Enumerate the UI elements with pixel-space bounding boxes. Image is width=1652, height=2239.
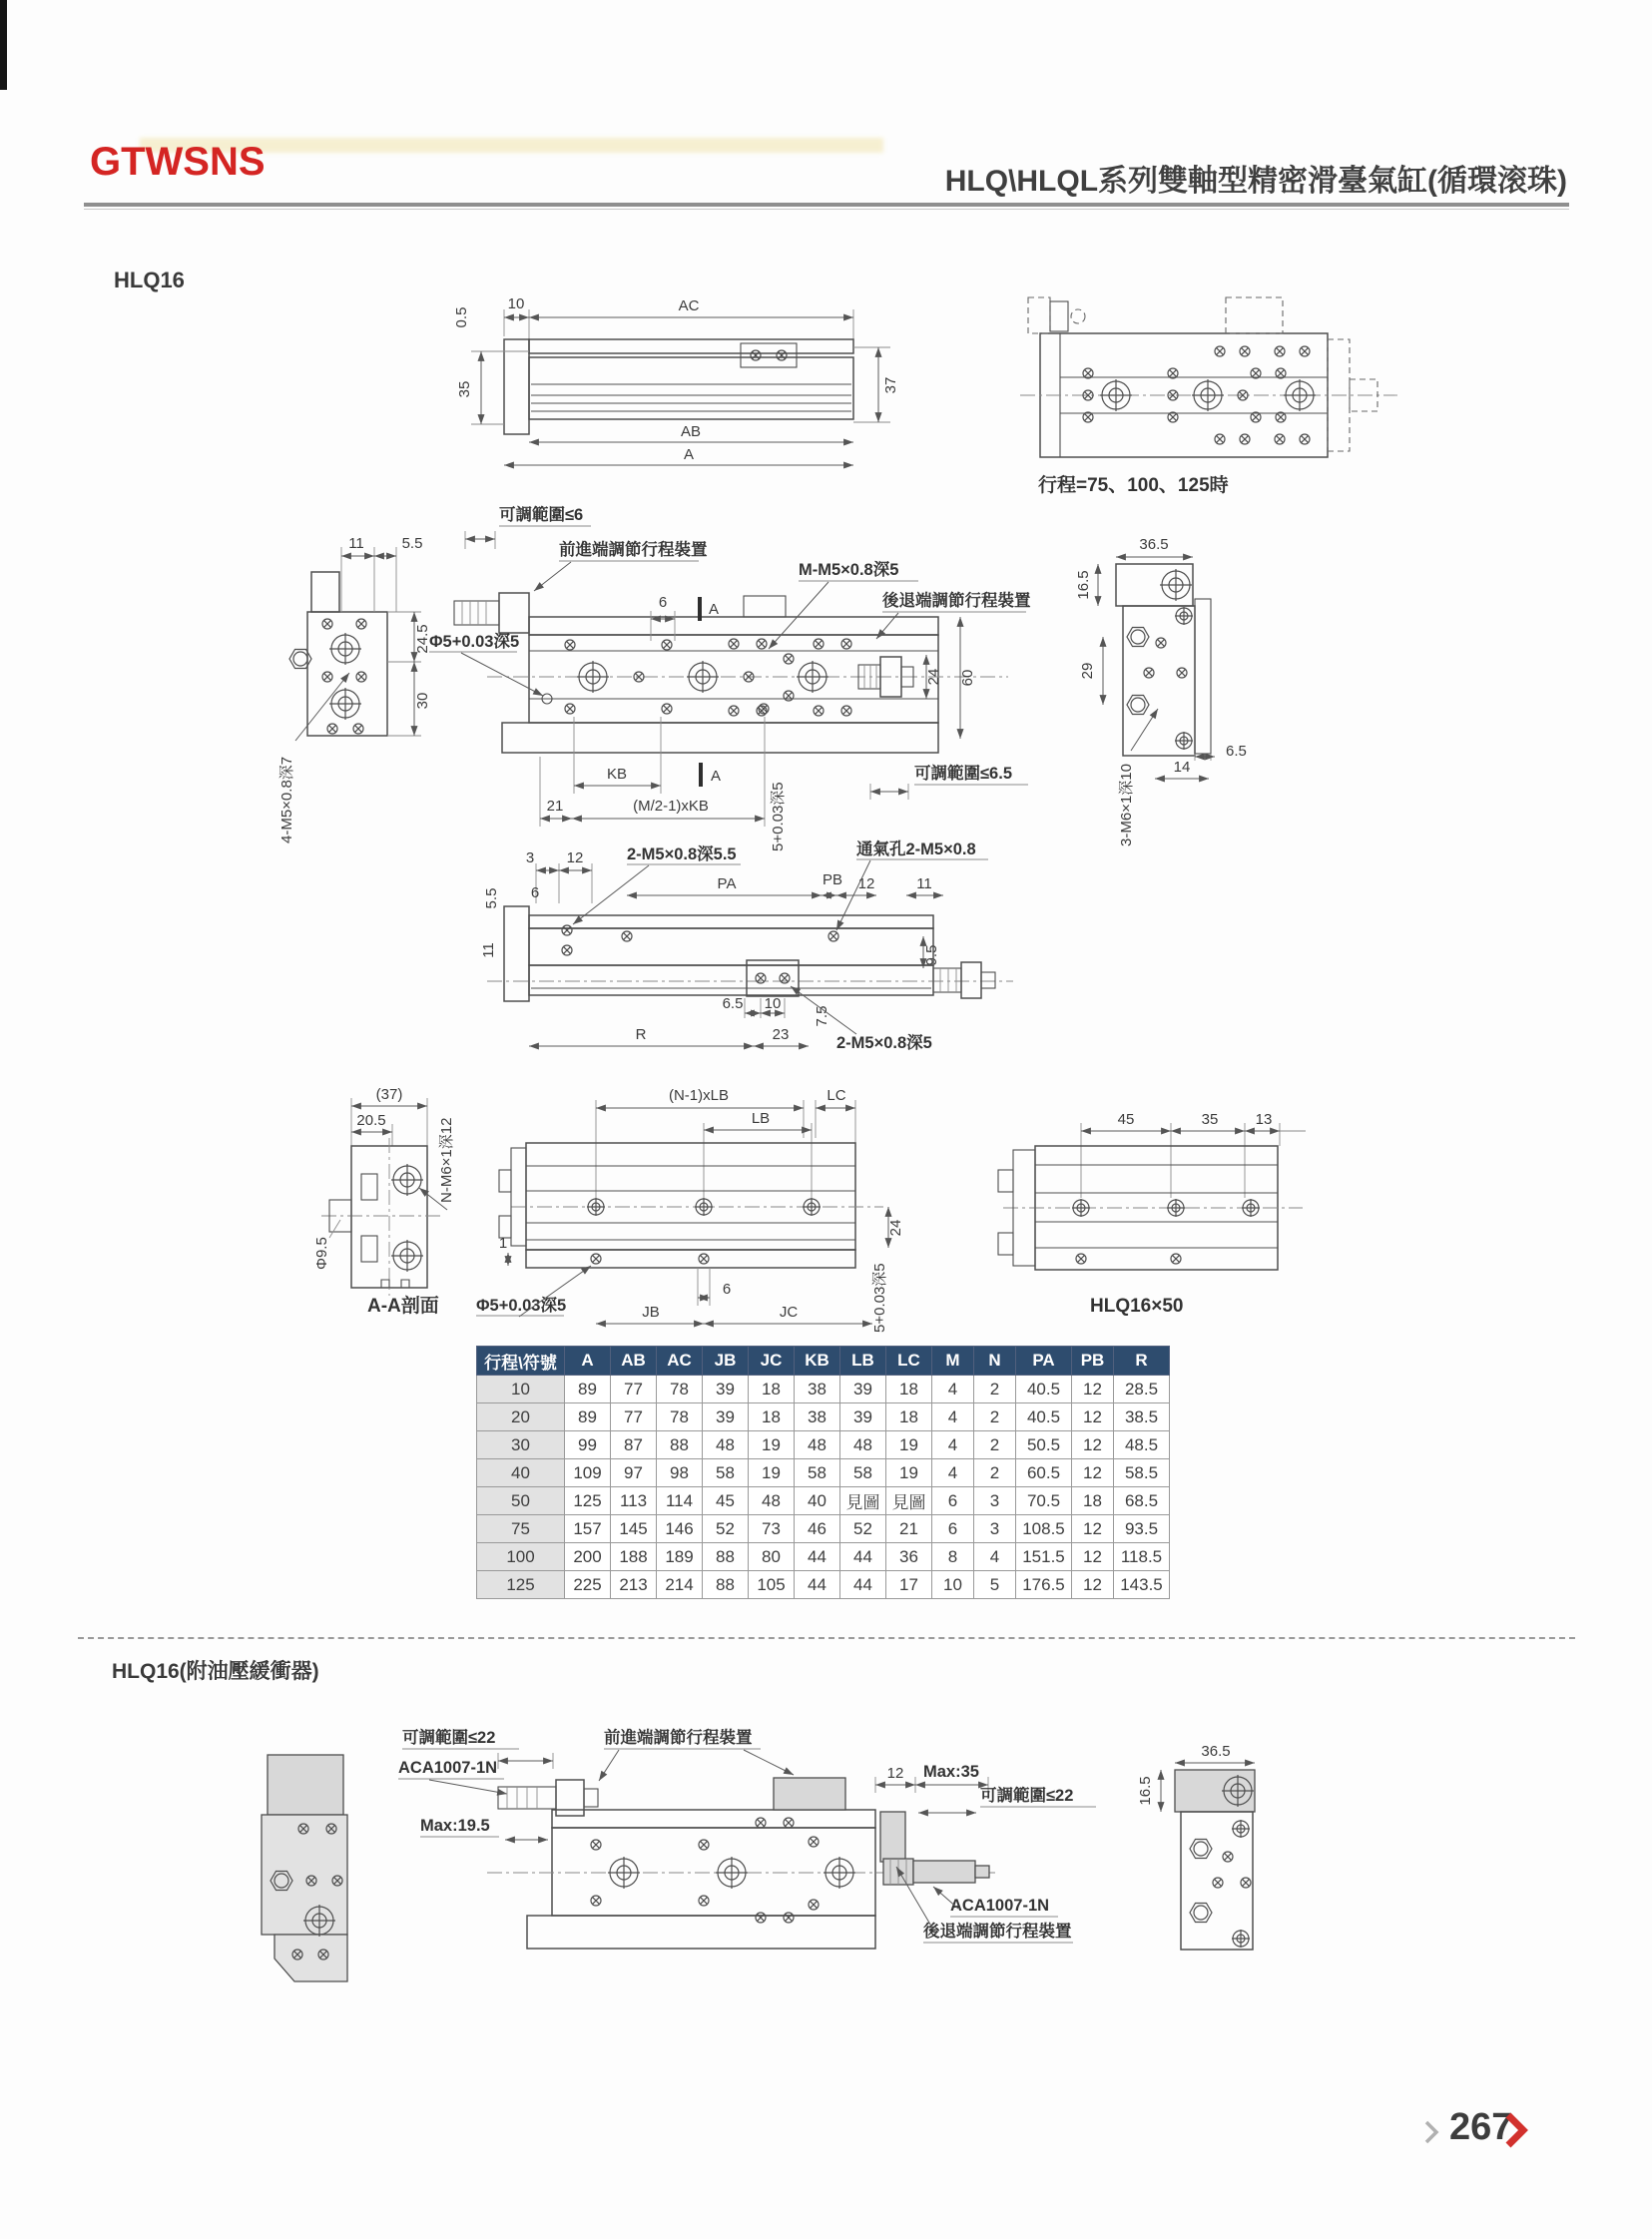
dim-label: 35: [456, 380, 473, 398]
table-cell: 38.5: [1114, 1403, 1170, 1431]
table-header-cell: JB: [703, 1347, 749, 1376]
annotation: 後退端調節行程裝置: [923, 1923, 1072, 1941]
table-cell: 88: [703, 1571, 749, 1599]
annotation: 後退端調節行程裝置: [882, 592, 1031, 610]
table-cell: 38: [795, 1376, 840, 1403]
table-header-cell: KB: [795, 1347, 840, 1376]
dim-label: JC: [779, 1304, 799, 1321]
annotation: 2-M5×0.8深5: [836, 1034, 932, 1052]
dim-label: 20.5: [356, 1112, 386, 1129]
table-cell: 45: [703, 1487, 749, 1515]
table-cell: 3: [974, 1487, 1016, 1515]
dim-label: 30: [414, 692, 431, 710]
table-header-cell: N: [974, 1347, 1016, 1376]
drawing-top-side-view: [299, 260, 938, 494]
dim-label: A: [683, 446, 695, 463]
thread-note: 4-M5×0.8深7: [278, 756, 295, 843]
dim-label: 3: [525, 849, 535, 866]
table-cell: 105: [749, 1571, 795, 1599]
table-cell: 28.5: [1114, 1376, 1170, 1403]
table-cell: 12: [1072, 1515, 1114, 1543]
table-header-cell: PA: [1016, 1347, 1072, 1376]
dim-label: 24: [887, 1219, 904, 1237]
annotation: ACA1007-1N: [950, 1897, 1050, 1915]
dim-label: 6: [530, 884, 540, 901]
table-header-cell: M: [932, 1347, 974, 1376]
dim-label: 11: [480, 942, 497, 958]
drawing-section-aa: [240, 1078, 499, 1323]
table-cell: 4: [932, 1403, 974, 1431]
table-cell: 50.5: [1016, 1431, 1072, 1459]
drawing-caption: HLQ16×50: [1090, 1296, 1184, 1317]
table-cell: 44: [795, 1543, 840, 1571]
scan-edge-artifact: [0, 0, 7, 90]
table-cell: 58: [840, 1459, 886, 1487]
table-row: [477, 1431, 1170, 1459]
annotation: M-M5×0.8深5: [799, 561, 899, 579]
dim-label: 10: [507, 295, 525, 312]
dim-label: 11: [348, 535, 364, 552]
table-cell: 36: [886, 1543, 932, 1571]
table-header-cell: 行程\符號: [477, 1347, 565, 1376]
dim-label: 24.5: [414, 624, 431, 654]
dim-label: 60: [959, 669, 976, 687]
dim-label: Φ9.5: [313, 1237, 330, 1270]
table-cell: 60.5: [1016, 1459, 1072, 1487]
table-cell: 97: [611, 1459, 657, 1487]
table-cell: 見圖: [886, 1487, 932, 1515]
table-cell: 4: [932, 1459, 974, 1487]
table-row: [477, 1543, 1170, 1571]
annotation: Max:35: [923, 1763, 979, 1781]
table-cell: 157: [565, 1515, 611, 1543]
table-cell: 19: [886, 1431, 932, 1459]
table-cell: 58: [795, 1459, 840, 1487]
table-cell: 68.5: [1114, 1487, 1170, 1515]
table-cell: 114: [657, 1487, 703, 1515]
table-row: [477, 1459, 1170, 1487]
dim-label: 9.5: [923, 944, 940, 966]
table-cell: 19: [749, 1431, 795, 1459]
dim-label: (N-1)xLB: [668, 1087, 730, 1104]
dim-label: JB: [642, 1304, 660, 1321]
model-heading-buffered: HLQ16(附油壓緩衝器): [112, 1660, 319, 1683]
table-cell: 48: [795, 1431, 840, 1459]
thread-note: N-M6×1深12: [438, 1117, 455, 1203]
dim-label: 14: [1173, 759, 1191, 776]
table-header-cell: LC: [886, 1347, 932, 1376]
table-cell: 6: [932, 1515, 974, 1543]
dim-label: 16.5: [1137, 1776, 1154, 1806]
table-cell: 4: [932, 1376, 974, 1403]
dimension-table: [476, 1346, 1170, 1599]
table-cell: 46: [795, 1515, 840, 1543]
table-cell: 58.5: [1114, 1459, 1170, 1487]
table-cell: 2: [974, 1376, 1016, 1403]
table-cell: 17: [886, 1571, 932, 1599]
table-cell: 78: [657, 1376, 703, 1403]
table-header-cell: PB: [1072, 1347, 1114, 1376]
drawing-hlq16x50-view: [978, 1078, 1318, 1323]
table-header-cell: LB: [840, 1347, 886, 1376]
table-cell: 40: [477, 1459, 565, 1487]
dim-label: R: [635, 1026, 647, 1043]
table-cell: 12: [1072, 1459, 1114, 1487]
annotation: 通氣孔2-M5×0.8: [856, 840, 976, 858]
dim-label: 6: [722, 1281, 732, 1298]
drawing-shock-absorber-version: [240, 1712, 1348, 1986]
dowel-note: 5+0.03深5: [770, 782, 787, 851]
table-cell: 39: [703, 1403, 749, 1431]
table-cell: 38: [795, 1403, 840, 1431]
dim-label: PB: [822, 871, 843, 888]
table-cell: 30: [477, 1431, 565, 1459]
chevron-right-gray-icon: [1421, 2118, 1441, 2146]
table-cell: 40: [795, 1487, 840, 1515]
dim-label: 16.5: [1075, 570, 1092, 600]
table-cell: 4: [974, 1543, 1016, 1571]
dim-label: 6.5: [722, 995, 744, 1012]
annotation: 前進端調節行程裝置: [604, 1729, 753, 1747]
dim-label: 12: [857, 875, 875, 892]
table-cell: 6: [932, 1487, 974, 1515]
table-cell: 19: [749, 1459, 795, 1487]
annotation: 前進端調節行程裝置: [559, 541, 708, 559]
table-cell: 12: [1072, 1403, 1114, 1431]
dim-label: LB: [751, 1110, 771, 1127]
table-cell: 18: [886, 1376, 932, 1403]
table-cell: 39: [703, 1376, 749, 1403]
table-row: [477, 1376, 1170, 1403]
table-cell: 8: [932, 1543, 974, 1571]
dim-label: KB: [606, 766, 628, 783]
table-cell: 12: [1072, 1431, 1114, 1459]
table-cell: 214: [657, 1571, 703, 1599]
annotation: 2-M5×0.8深5.5: [627, 845, 737, 863]
drawing-caption: A-A剖面: [367, 1296, 439, 1317]
table-cell: 見圖: [840, 1487, 886, 1515]
table-row: [477, 1515, 1170, 1543]
table-cell: 89: [565, 1403, 611, 1431]
annotation: 可調範圍≤22: [402, 1729, 496, 1747]
dim-label: 11: [916, 875, 932, 892]
table-cell: 200: [565, 1543, 611, 1571]
table-header-row: [477, 1347, 1170, 1376]
table-cell: 39: [840, 1403, 886, 1431]
annotation: 可調範圍≤22: [980, 1787, 1074, 1805]
section-mark: A: [709, 601, 720, 618]
dim-label: 37: [882, 376, 899, 394]
table-cell: 77: [611, 1376, 657, 1403]
annotation: ACA1007-1N: [398, 1759, 498, 1777]
annotation: 可調範圍≤6.5: [914, 765, 1012, 783]
table-cell: 52: [703, 1515, 749, 1543]
table-cell: 75: [477, 1515, 565, 1543]
dim-label: 36.5: [1139, 536, 1169, 553]
table-cell: 143.5: [1114, 1571, 1170, 1599]
table-cell: 52: [840, 1515, 886, 1543]
page-title: HLQ\HLQL系列雙軸型精密滑臺氣缸(循環滚珠): [944, 165, 1567, 198]
dim-label: 12: [566, 849, 584, 866]
section-mark: A: [711, 768, 722, 785]
table-cell: 88: [657, 1431, 703, 1459]
table-cell: 48: [703, 1431, 749, 1459]
table-cell: 44: [795, 1571, 840, 1599]
table-cell: 10: [932, 1571, 974, 1599]
table-cell: 2: [974, 1431, 1016, 1459]
table-cell: 88: [703, 1543, 749, 1571]
thread-note: 3-M6×1深10: [1118, 764, 1135, 846]
table-cell: 18: [749, 1376, 795, 1403]
dim-label: 1: [498, 1235, 508, 1252]
table-cell: 18: [749, 1403, 795, 1431]
table-cell: 89: [565, 1376, 611, 1403]
table-cell: 188: [611, 1543, 657, 1571]
table-row: [477, 1571, 1170, 1599]
section-separator: [78, 1637, 1575, 1639]
dim-label: 21: [546, 798, 564, 815]
table-cell: 151.5: [1016, 1543, 1072, 1571]
dim-label: 24: [925, 668, 942, 686]
table-cell: 98: [657, 1459, 703, 1487]
annotation: 可調範圍≤6: [499, 506, 584, 524]
table-cell: 189: [657, 1543, 703, 1571]
table-cell: 125: [565, 1487, 611, 1515]
table-cell: 73: [749, 1515, 795, 1543]
dim-label: 13: [1255, 1111, 1273, 1128]
table-cell: 18: [886, 1403, 932, 1431]
model-heading: HLQ16: [114, 268, 185, 292]
table-cell: 12: [1072, 1376, 1114, 1403]
table-cell: 213: [611, 1571, 657, 1599]
table-cell: 10: [477, 1376, 565, 1403]
table-cell: 5: [974, 1571, 1016, 1599]
table-cell: 2: [974, 1459, 1016, 1487]
dim-label: (37): [375, 1086, 403, 1103]
table-cell: 78: [657, 1403, 703, 1431]
table-cell: 40.5: [1016, 1376, 1072, 1403]
table-cell: 39: [840, 1376, 886, 1403]
drawing-long-bottom-view: [476, 1078, 918, 1338]
table-cell: 225: [565, 1571, 611, 1599]
table-cell: 99: [565, 1431, 611, 1459]
drawing-main-side-view: [190, 494, 1397, 858]
table-cell: 87: [611, 1431, 657, 1459]
table-cell: 19: [886, 1459, 932, 1487]
table-cell: 108.5: [1016, 1515, 1072, 1543]
table-cell: 80: [749, 1543, 795, 1571]
table-cell: 100: [477, 1543, 565, 1571]
annotation: Max:19.5: [420, 1817, 490, 1835]
table-row: [477, 1403, 1170, 1431]
table-cell: 109: [565, 1459, 611, 1487]
dim-label: 0.5: [453, 306, 470, 328]
dowel-note: 5+0.03深5: [871, 1263, 888, 1333]
table-cell: 48: [749, 1487, 795, 1515]
chevron-right-red-icon: [1503, 2110, 1529, 2150]
dim-label: LC: [826, 1087, 846, 1104]
annotation: Φ5+0.03深5: [429, 633, 520, 651]
dim-label: 29: [1079, 662, 1096, 680]
table-cell: 146: [657, 1515, 703, 1543]
dim-label: 36.5: [1201, 1743, 1231, 1760]
header-rule: [84, 203, 1569, 207]
dim-label: 5.5: [483, 887, 500, 909]
table-cell: 48: [840, 1431, 886, 1459]
dim-label: 12: [886, 1765, 904, 1782]
table-header-cell: JC: [749, 1347, 795, 1376]
page-number: 267: [1449, 2106, 1513, 2148]
table-header-cell: A: [565, 1347, 611, 1376]
table-cell: 58: [703, 1459, 749, 1487]
table-cell: 125: [477, 1571, 565, 1599]
dim-label: 6.5: [1226, 743, 1247, 760]
dim-label: PA: [717, 875, 737, 892]
header-rule-shadow: [84, 209, 1569, 210]
table-cell: 44: [840, 1571, 886, 1599]
table-header-cell: AB: [611, 1347, 657, 1376]
table-row: [477, 1487, 1170, 1515]
dim-label: 6: [658, 594, 668, 611]
table-cell: 145: [611, 1515, 657, 1543]
dim-label: AB: [680, 423, 702, 440]
table-cell: 4: [932, 1431, 974, 1459]
table-cell: 18: [1072, 1487, 1114, 1515]
annotation: Φ5+0.03深5: [476, 1297, 567, 1315]
table-cell: 44: [840, 1543, 886, 1571]
drawing-top-plan-view: [988, 270, 1407, 509]
table-cell: 12: [1072, 1543, 1114, 1571]
drawing-caption: 行程=75、100、125時: [1038, 475, 1229, 496]
dim-label: AC: [678, 297, 700, 314]
table-cell: 113: [611, 1487, 657, 1515]
table-cell: 48.5: [1114, 1431, 1170, 1459]
table-cell: 70.5: [1016, 1487, 1072, 1515]
dim-label: 35: [1201, 1111, 1219, 1128]
table-cell: 3: [974, 1515, 1016, 1543]
table-cell: 93.5: [1114, 1515, 1170, 1543]
dim-label: 5.5: [401, 535, 423, 552]
table-cell: 176.5: [1016, 1571, 1072, 1599]
drawing-bottom-face-view: [479, 840, 1118, 1063]
table-header-cell: R: [1114, 1347, 1170, 1376]
dim-label: 7.5: [814, 1005, 830, 1027]
table-cell: 77: [611, 1403, 657, 1431]
table-cell: 2: [974, 1403, 1016, 1431]
table-cell: 50: [477, 1487, 565, 1515]
dim-label: 23: [772, 1026, 790, 1043]
dim-label: 10: [764, 995, 782, 1012]
table-cell: 20: [477, 1403, 565, 1431]
table-cell: 12: [1072, 1571, 1114, 1599]
brand-logo: GTWSNS: [90, 140, 266, 184]
dim-label: (M/2-1)xKB: [633, 798, 709, 815]
table-cell: 118.5: [1114, 1543, 1170, 1571]
table-header-cell: AC: [657, 1347, 703, 1376]
table-cell: 40.5: [1016, 1403, 1072, 1431]
table-cell: 21: [886, 1515, 932, 1543]
dim-label: 45: [1117, 1111, 1135, 1128]
